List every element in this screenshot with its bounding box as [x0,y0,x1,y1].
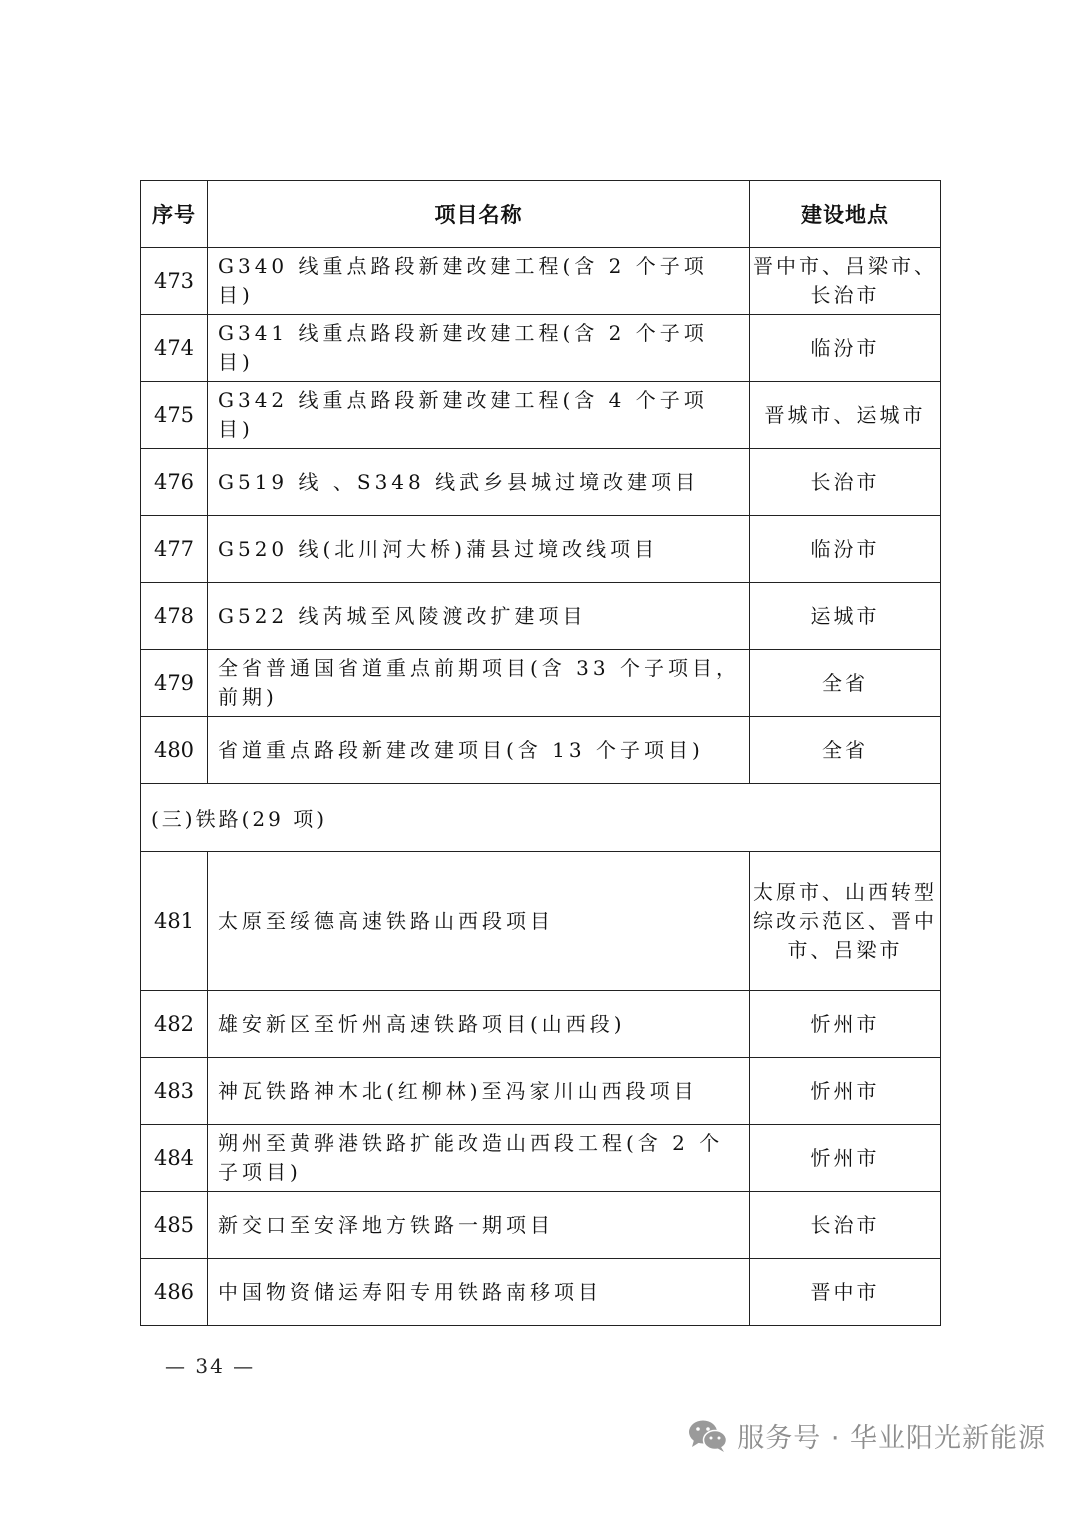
row-no: 480 [141,717,208,784]
table-row [141,852,941,991]
wechat-icon [687,1418,729,1454]
table-row [141,583,941,650]
page-number: — 34 — [165,1354,256,1378]
table-row [141,991,941,1058]
row-location: 全省 [750,650,941,717]
table-row [141,248,941,315]
row-location: 全省 [750,717,941,784]
row-name: 太原至绥德高速铁路山西段项目 [208,852,750,991]
row-name: 全省普通国省道重点前期项目(含 33 个子项目，前期) [208,650,750,717]
row-location: 忻州市 [750,1125,941,1192]
row-name: 神瓦铁路神木北(红柳林)至冯家川山西段项目 [208,1058,750,1125]
row-location: 晋中市 [750,1259,941,1326]
row-no: 475 [141,382,208,449]
row-location: 临汾市 [750,315,941,382]
row-no: 484 [141,1125,208,1192]
row-location: 晋中市、吕梁市、长治市 [750,248,941,315]
row-no: 476 [141,449,208,516]
row-name: 新交口至安泽地方铁路一期项目 [208,1192,750,1259]
project-table [140,180,941,1326]
section-row [141,784,941,852]
row-location: 长治市 [750,449,941,516]
table-row [141,382,941,449]
row-no: 473 [141,248,208,315]
row-no: 485 [141,1192,208,1259]
row-location: 忻州市 [750,1058,941,1125]
header-location: 建设地点 [750,181,941,248]
row-no: 481 [141,852,208,991]
table-row [141,516,941,583]
table-row [141,1259,941,1326]
table-row [141,449,941,516]
row-name: 中国物资储运寿阳专用铁路南移项目 [208,1259,750,1326]
table-header-row [141,181,941,248]
table-row [141,650,941,717]
section-title: (三)铁路(29 项) [141,784,941,852]
table-row [141,1058,941,1125]
row-name: 省道重点路段新建改建项目(含 13 个子项目) [208,717,750,784]
row-name: 雄安新区至忻州高速铁路项目(山西段) [208,991,750,1058]
header-name: 项目名称 [208,181,750,248]
row-location: 晋城市、运城市 [750,382,941,449]
watermark [687,1416,1046,1455]
header-no: 序号 [141,181,208,248]
row-no: 474 [141,315,208,382]
watermark-text: 服务号 · 华业阳光新能源 [737,1423,1046,1454]
row-no: 479 [141,650,208,717]
row-no: 477 [141,516,208,583]
row-name: G341 线重点路段新建改建工程(含 2 个子项目) [208,315,750,382]
row-location: 长治市 [750,1192,941,1259]
row-location: 忻州市 [750,991,941,1058]
row-name: 朔州至黄骅港铁路扩能改造山西段工程(含 2 个子项目) [208,1125,750,1192]
row-name: G522 线芮城至风陵渡改扩建项目 [208,583,750,650]
row-no: 478 [141,583,208,650]
row-name: G342 线重点路段新建改建工程(含 4 个子项目) [208,382,750,449]
table-row [141,717,941,784]
row-name: G340 线重点路段新建改建工程(含 2 个子项目) [208,248,750,315]
row-location: 临汾市 [750,516,941,583]
row-name: G519 线 、S348 线武乡县城过境改建项目 [208,449,750,516]
row-location: 太原市、山西转型综改示范区、晋中市、吕梁市 [750,852,941,991]
row-name: G520 线(北川河大桥)蒲县过境改线项目 [208,516,750,583]
table-row [141,1192,941,1259]
table-row [141,315,941,382]
row-no: 483 [141,1058,208,1125]
table-row [141,1125,941,1192]
row-location: 运城市 [750,583,941,650]
row-no: 486 [141,1259,208,1326]
row-no: 482 [141,991,208,1058]
